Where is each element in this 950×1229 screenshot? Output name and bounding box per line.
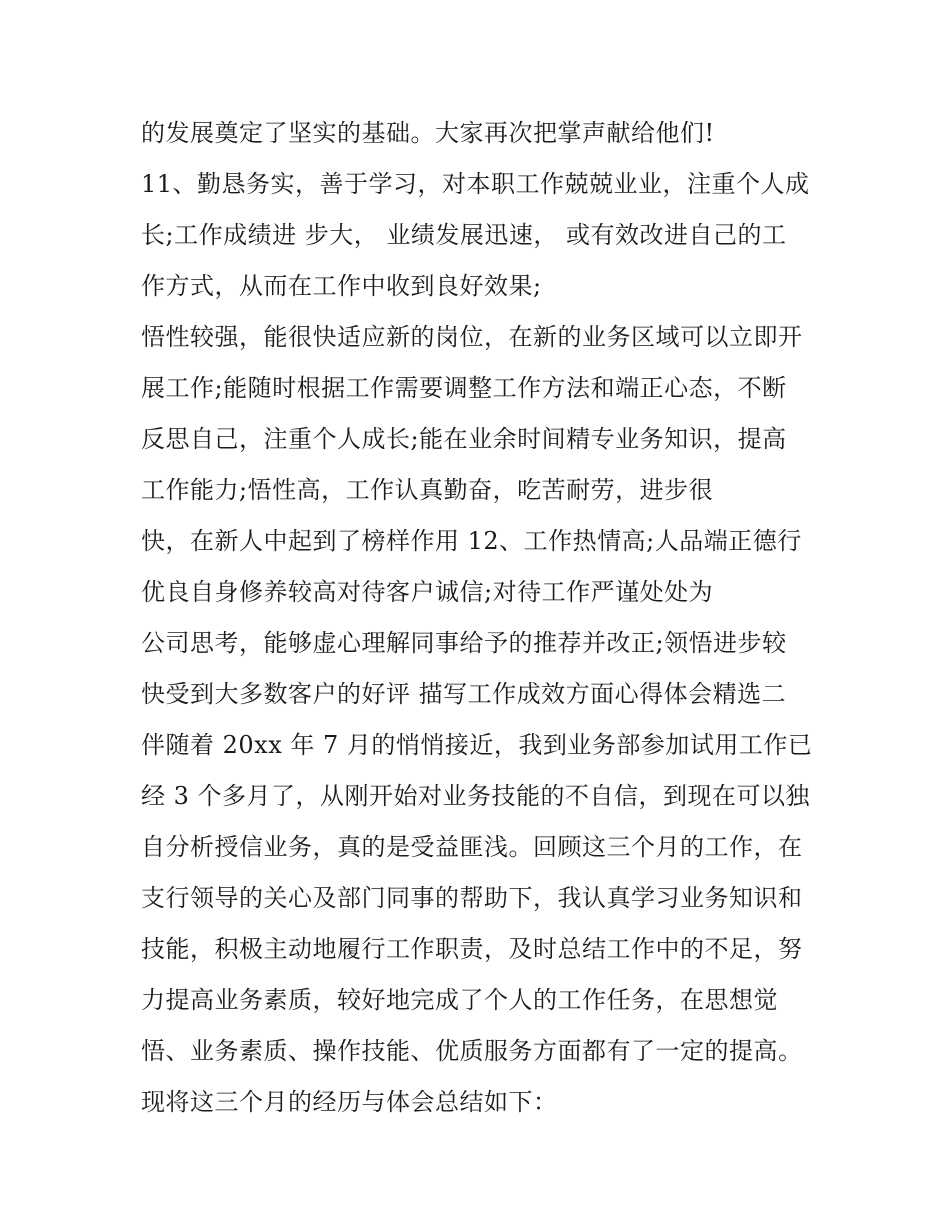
text-line: 优良自身修养较高对待客户诚信;对待工作严谨处处为 [141,578,714,606]
text-line: 的发展奠定了坚实的基础。大家再次把掌声献给他们! [141,119,715,147]
text-line: 力提高业务素质，较好地完成了个人的工作任务，在思想觉 [141,986,778,1014]
text-line: 自分析授信业务，真的是受益匪浅。回顾这三个月的工作，在 [141,833,803,861]
text-line: 快受到大多数客户的好评 描写工作成效方面心得体会精选二 [141,680,787,708]
text-line: 工作能力;悟性高，工作认真勤奋，吃苦耐劳，进步很 [141,476,714,504]
text-line: 反思自己，注重个人成长;能在业余时间精专业务知识，提高 [141,425,787,453]
text-line: 经 3 个多月了，从刚开始对业务技能的不自信，到现在可以独 [141,782,811,810]
text-line: 公司思考，能够虚心理解同事给予的推荐并改正;领悟进步较 [141,629,787,657]
text-line: 作方式，从而在工作中收到良好效果; [141,272,542,300]
text-line: 11、勤恳务实，善于学习，对本职工作兢兢业业，注重个人成 [141,170,810,198]
text-line: 悟、业务素质、操作技能、优质服务方面都有了一定的提高。 [141,1037,803,1065]
text-line: 技能，积极主动地履行工作职责，及时总结工作中的不足，努 [141,935,803,963]
text-line: 长;工作成绩进 步大， 业绩发展迅速， 或有效改进自己的工 [141,221,787,249]
text-line: 支行领导的关心及部门同事的帮助下，我认真学习业务知识和 [141,884,803,912]
document-body [141,108,831,1128]
text-line: 展工作;能随时根据工作需要调整工作方法和端正心态，不断 [141,374,787,402]
text-line: 快，在新人中起到了榜样作用 12、工作热情高;人品端正德行 [141,527,802,555]
text-line: 现将这三个月的经历与体会总结如下： [141,1088,558,1116]
text-line: 悟性较强，能很快适应新的岗位，在新的业务区域可以立即开 [141,323,803,351]
text-line: 伴随着 20xx 年 7 月的悄悄接近，我到业务部参加试用工作已 [141,731,813,759]
